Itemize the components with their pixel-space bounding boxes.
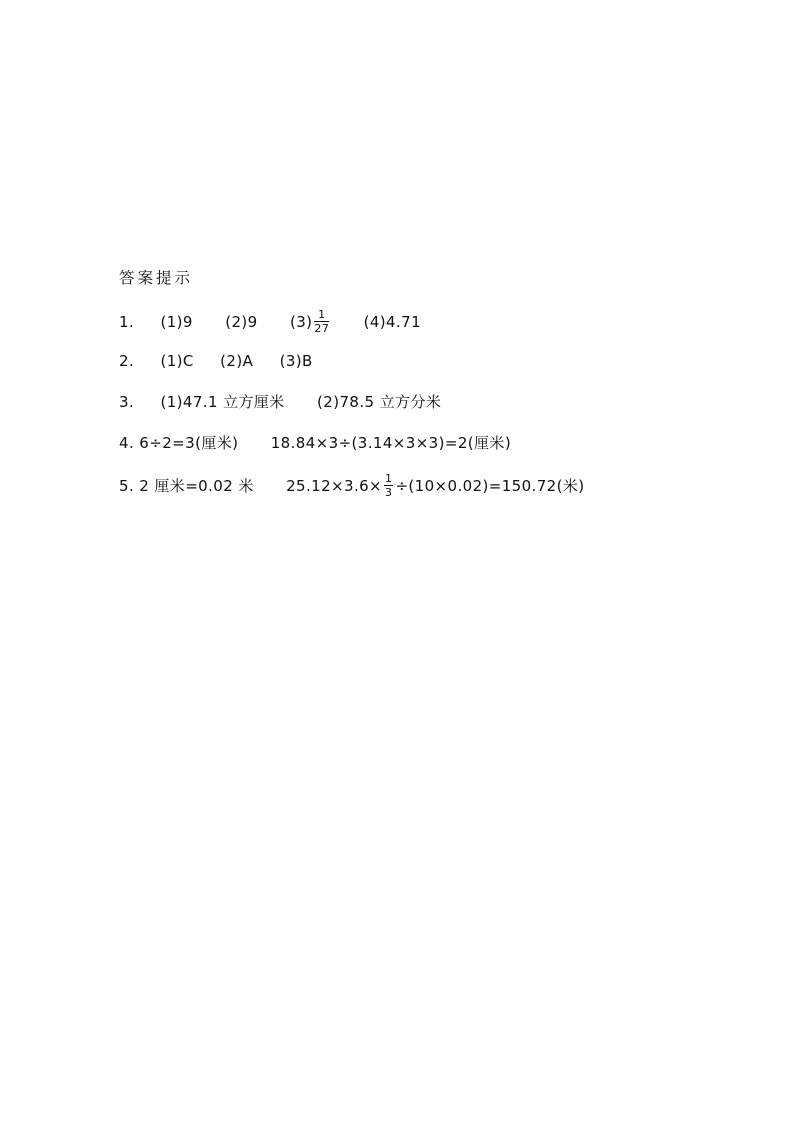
question-number: 2. <box>119 352 135 370</box>
question-number: 4. <box>119 434 135 452</box>
answer-part-2: 18.84×3÷(3.14×3×3)=2(厘米) <box>270 434 512 452</box>
fraction-denominator: 27 <box>314 322 330 335</box>
fraction <box>314 309 329 334</box>
answer-part-1: (1)C <box>160 352 194 370</box>
answer-part-2: (2)78.5 立方分米 <box>317 393 442 411</box>
answer-part-2: (2)A <box>220 352 254 370</box>
answer-line-2 <box>119 351 739 371</box>
fraction-numerator: 1 <box>385 472 393 485</box>
answer-line-5 <box>119 472 739 499</box>
answer-section <box>119 268 739 515</box>
answer-part-1: 2 厘米=0.02 米 <box>139 477 254 495</box>
question-number: 5. <box>119 477 135 495</box>
answer-part-2-prefix: 25.12×3.6× <box>286 477 383 495</box>
fraction <box>384 473 393 498</box>
answer-line-4 <box>119 433 739 453</box>
answer-part-3: (3)B <box>279 352 313 370</box>
fraction-denominator: 3 <box>385 486 393 499</box>
answer-part-4: (4)4.71 <box>363 313 422 331</box>
answer-part-3 <box>289 308 336 335</box>
question-number: 1. <box>119 313 135 331</box>
answer-part-2 <box>286 472 585 499</box>
answer-line-1 <box>119 308 739 335</box>
answer-line-3 <box>119 392 739 412</box>
question-number: 3. <box>119 393 135 411</box>
fraction-numerator: 1 <box>314 309 329 322</box>
answer-part-2-suffix: ÷(10×0.02)=150.72(米) <box>395 477 585 495</box>
answer-part-2: (2)9 <box>225 313 258 331</box>
answer-part-3-prefix: (3) <box>289 313 313 331</box>
answer-part-1: 6÷2=3(厘米) <box>139 434 239 452</box>
section-title: 答案提示 <box>119 269 194 287</box>
answer-part-1: (1)47.1 立方厘米 <box>160 393 285 411</box>
answer-part-1: (1)9 <box>160 313 193 331</box>
